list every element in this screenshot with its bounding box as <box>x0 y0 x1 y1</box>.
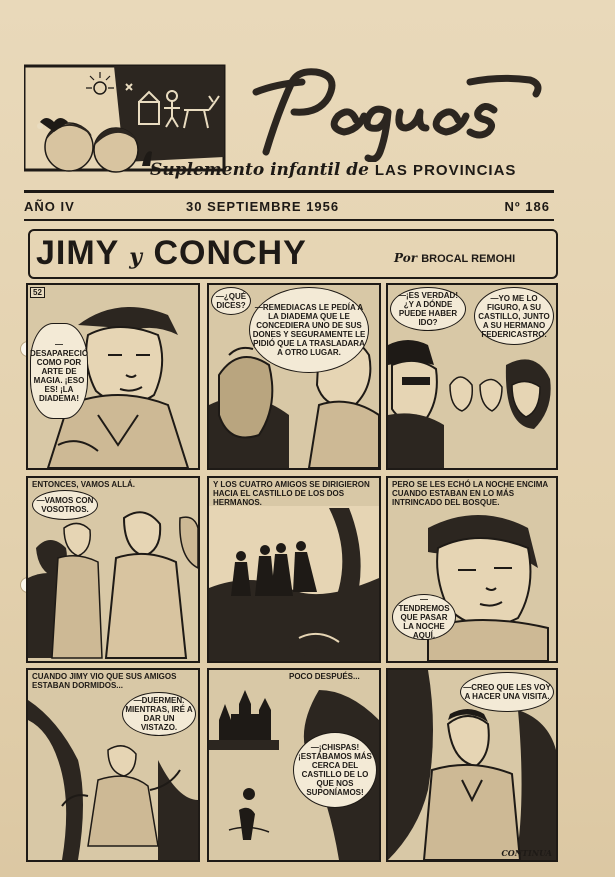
comic-title-banner <box>28 229 558 279</box>
speech-bubble: —TENDREMOS QUE PASAR LA NOCHE AQUÍ. <box>392 594 456 640</box>
speech-bubble: —DESAPARECIÓ COMO POR ARTE DE MAGIA. ¡ESO ES! ¡LA DIADEMA! <box>30 323 88 419</box>
comic-panel-6 <box>386 476 558 663</box>
subtitle-publication: LAS PROVINCIAS <box>374 162 517 179</box>
speech-bubble: —¿QUÉ DICES? <box>211 287 251 315</box>
speech-bubble: —DUERMEN. MIENTRAS, IRÉ A DAR UN VISTAZO. <box>122 692 196 736</box>
issue-date: 30 SEPTIEMBRE 1956 <box>186 199 340 214</box>
speech-bubble: —¡ES VERDAD! ¿Y A DÓNDE PUEDE HABER IDO? <box>390 287 466 331</box>
issue-rule <box>24 219 554 221</box>
comic-panel-5 <box>207 476 381 663</box>
issue-line <box>24 199 554 217</box>
speech-bubble: —CREO QUE LES VOY A HACER UNA VISITA. <box>460 672 554 712</box>
issue-number: Nº 186 <box>504 199 550 214</box>
comic-panel-2 <box>207 283 381 470</box>
speech-bubble: —YO ME LO FIGURO, A SU CASTILLO, JUNTO A SU HERMANO FEDERICASTRO. <box>474 287 554 345</box>
speech-bubble: —VAMOS CON VOSOTROS. <box>32 490 98 520</box>
panel-caption: POCO DESPUÉS... <box>289 672 360 681</box>
comic-title-and: y <box>129 244 143 270</box>
subtitle-script: Suplemento infantil de <box>150 160 369 180</box>
comic-panel-8 <box>207 668 381 862</box>
comic-panel-9 <box>386 668 558 862</box>
panel-caption: ENTONCES, VAMOS ALLÁ. <box>32 480 135 489</box>
panel-caption: PERO SE LES ECHÓ LA NOCHE ENCIMA CUANDO ESTABAN EN LO MÁS INTRINCADO DEL BOSQUE. <box>392 480 548 507</box>
comic-panel-3 <box>386 283 558 470</box>
speech-bubble: —¡CHISPAS! ¡ESTÁBAMOS MÁS CERCA DEL CASTILLO DE LO QUE NOS SUPONÍAMOS! <box>293 732 377 808</box>
comic-panel-7 <box>26 668 200 862</box>
comic-title-conchy: CONCHY <box>153 234 307 272</box>
panel-caption: Y LOS CUATRO AMIGOS SE DIRIGIERON HACIA EL CASTILLO DE LOS DOS HERMANOS. <box>213 480 370 507</box>
author-name: BROCAL REMOHI <box>421 253 516 265</box>
continues-label: CONTINUA <box>501 848 552 858</box>
panel-number: 52 <box>30 287 45 298</box>
panel-caption: CUANDO JIMY VIO QUE SUS AMIGOS ESTABAN DORMIDOS... <box>32 672 177 690</box>
author-prefix: Por <box>394 251 418 265</box>
comic-title <box>36 234 307 273</box>
masthead-rule <box>24 190 554 193</box>
comic-title-jimy: JIMY <box>36 234 119 272</box>
speech-bubble: —REMEDIACAS LE PEDÍA A LA DIADEMA QUE LE CONCEDIERA UNO DE SUS DONES Y SEGURAMENTE LE PIDIÓ QUE LA TRASLADARA A OTRO LUGAR. <box>249 287 369 373</box>
comic-panel-4 <box>26 476 200 663</box>
masthead-logo <box>248 62 548 162</box>
comic-panel-1 <box>26 283 200 470</box>
issue-year: AÑO IV <box>24 199 75 214</box>
comic-author <box>394 251 515 265</box>
masthead-subtitle <box>150 160 560 184</box>
